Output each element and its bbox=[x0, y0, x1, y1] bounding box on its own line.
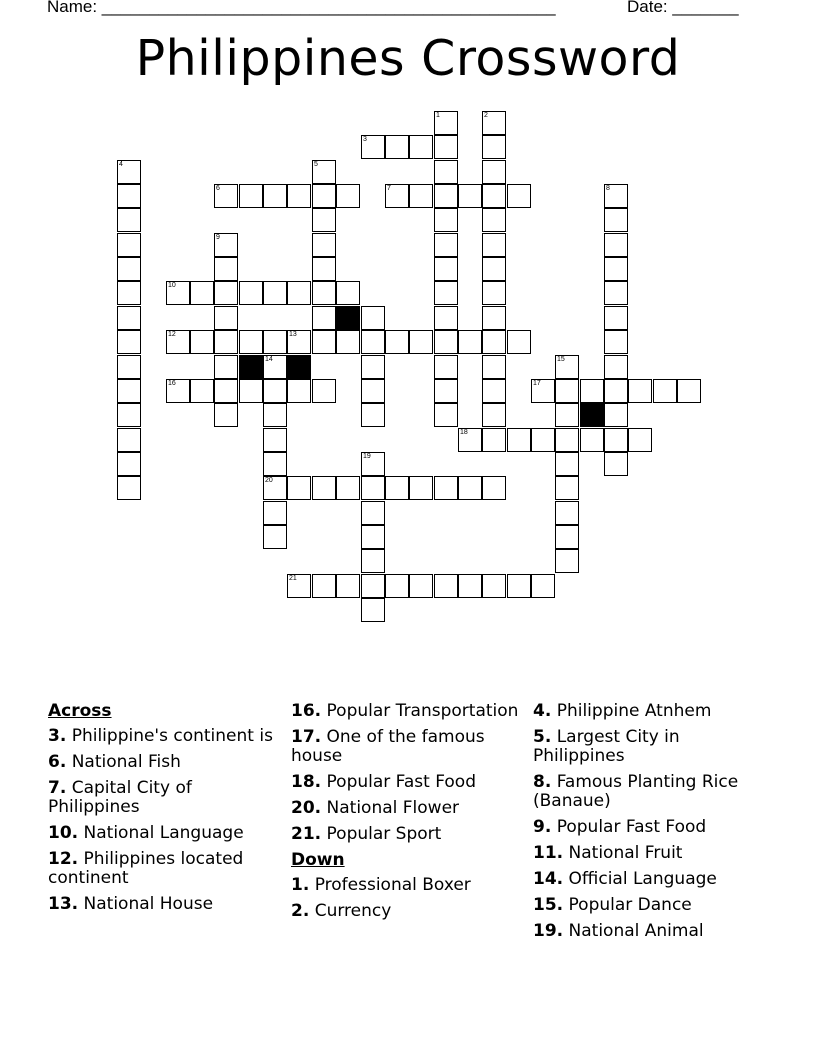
grid-cell[interactable] bbox=[287, 476, 311, 500]
grid-cell[interactable] bbox=[287, 330, 311, 354]
grid-cell[interactable] bbox=[604, 233, 628, 257]
clue-text: Philippine Atnhem bbox=[556, 701, 712, 721]
grid-cell[interactable] bbox=[604, 403, 628, 427]
grid-cell[interactable] bbox=[117, 160, 141, 184]
grid-cell[interactable] bbox=[434, 379, 458, 403]
grid-cell[interactable] bbox=[287, 379, 311, 403]
cell-number: 3 bbox=[363, 136, 367, 143]
clue-down-4 bbox=[533, 702, 773, 721]
clue-across-6 bbox=[48, 753, 280, 772]
grid-cell[interactable] bbox=[434, 476, 458, 500]
grid-cell[interactable] bbox=[458, 476, 482, 500]
grid-cell[interactable] bbox=[361, 476, 385, 500]
cell-number: 19 bbox=[363, 453, 371, 460]
clue-down-8 bbox=[533, 773, 773, 811]
grid-cell[interactable] bbox=[604, 184, 628, 208]
grid-cell[interactable] bbox=[507, 428, 531, 452]
cell-number: 4 bbox=[119, 161, 123, 168]
grid-cell[interactable] bbox=[482, 208, 506, 232]
clue-down-9 bbox=[533, 818, 773, 837]
grid-cell[interactable] bbox=[604, 208, 628, 232]
cell-number: 10 bbox=[168, 282, 176, 289]
grid-block-cell bbox=[580, 403, 604, 427]
grid-cell[interactable] bbox=[263, 525, 287, 549]
grid-cell[interactable] bbox=[117, 428, 141, 452]
grid-cell[interactable] bbox=[361, 549, 385, 573]
grid-cell[interactable] bbox=[409, 574, 433, 598]
grid-cell[interactable] bbox=[263, 355, 287, 379]
grid-cell[interactable] bbox=[287, 281, 311, 305]
grid-cell[interactable] bbox=[239, 281, 263, 305]
across-heading: Across bbox=[48, 701, 112, 721]
grid-cell[interactable] bbox=[214, 330, 238, 354]
grid-cell[interactable] bbox=[507, 574, 531, 598]
clue-number: 19. bbox=[533, 921, 564, 941]
clue-text: Philippines located continent bbox=[48, 849, 244, 888]
grid-cell[interactable] bbox=[531, 574, 555, 598]
grid-cell[interactable] bbox=[434, 233, 458, 257]
clue-number: 21. bbox=[291, 824, 322, 844]
grid-cell[interactable] bbox=[482, 160, 506, 184]
grid-cell[interactable] bbox=[385, 184, 409, 208]
grid-cell[interactable] bbox=[312, 233, 336, 257]
grid-cell[interactable] bbox=[336, 184, 360, 208]
grid-cell[interactable] bbox=[117, 330, 141, 354]
clue-number: 13. bbox=[48, 894, 79, 914]
grid-cell[interactable] bbox=[117, 208, 141, 232]
grid-cell[interactable] bbox=[409, 135, 433, 159]
clue-down-2 bbox=[291, 902, 523, 921]
clue-number: 4. bbox=[533, 701, 552, 721]
grid-cell[interactable] bbox=[361, 574, 385, 598]
clue-text: Popular Transportation bbox=[326, 701, 519, 721]
grid-cell[interactable] bbox=[214, 306, 238, 330]
grid-cell[interactable] bbox=[166, 281, 190, 305]
cell-number: 14 bbox=[265, 356, 273, 363]
grid-cell[interactable] bbox=[361, 306, 385, 330]
grid-cell[interactable] bbox=[214, 379, 238, 403]
clue-number: 20. bbox=[291, 798, 322, 818]
cell-number: 9 bbox=[216, 234, 220, 241]
grid-cell[interactable] bbox=[312, 208, 336, 232]
clue-down-5 bbox=[533, 728, 773, 766]
clue-down-1 bbox=[291, 876, 523, 895]
cell-number: 13 bbox=[289, 331, 297, 338]
grid-cell[interactable] bbox=[555, 379, 579, 403]
clue-number: 5. bbox=[533, 727, 552, 747]
clue-number: 17. bbox=[291, 727, 322, 747]
grid-cell[interactable] bbox=[287, 184, 311, 208]
page-title: Philippines Crossword bbox=[135, 30, 681, 87]
grid-cell[interactable] bbox=[434, 135, 458, 159]
grid-cell[interactable] bbox=[117, 281, 141, 305]
grid-cell[interactable] bbox=[263, 281, 287, 305]
grid-cell[interactable] bbox=[482, 476, 506, 500]
clue-number: 15. bbox=[533, 895, 564, 915]
clue-number: 9. bbox=[533, 817, 552, 837]
grid-cell[interactable] bbox=[312, 281, 336, 305]
grid-cell[interactable] bbox=[117, 403, 141, 427]
clue-down-11 bbox=[533, 844, 773, 863]
grid-cell[interactable] bbox=[555, 525, 579, 549]
clue-across-17 bbox=[291, 728, 523, 766]
grid-cell[interactable] bbox=[482, 403, 506, 427]
grid-cell[interactable] bbox=[214, 233, 238, 257]
grid-cell[interactable] bbox=[263, 452, 287, 476]
grid-cell[interactable] bbox=[361, 330, 385, 354]
grid-cell[interactable] bbox=[482, 257, 506, 281]
clues-column-3 bbox=[533, 702, 773, 948]
clue-down-15 bbox=[533, 896, 773, 915]
grid-cell[interactable] bbox=[555, 355, 579, 379]
clue-text: Popular Dance bbox=[568, 895, 692, 915]
grid-cell[interactable] bbox=[385, 476, 409, 500]
clue-text: Popular Fast Food bbox=[326, 772, 477, 792]
grid-cell[interactable] bbox=[117, 379, 141, 403]
grid-cell[interactable] bbox=[458, 330, 482, 354]
grid-cell[interactable] bbox=[434, 184, 458, 208]
clue-text: Popular Sport bbox=[326, 824, 442, 844]
grid-cell[interactable] bbox=[287, 574, 311, 598]
grid-cell[interactable] bbox=[482, 330, 506, 354]
clue-across-13 bbox=[48, 895, 280, 914]
grid-cell[interactable] bbox=[434, 330, 458, 354]
grid-cell[interactable] bbox=[190, 281, 214, 305]
grid-cell[interactable] bbox=[653, 379, 677, 403]
grid-cell[interactable] bbox=[555, 452, 579, 476]
grid-cell[interactable] bbox=[117, 233, 141, 257]
grid-block-cell bbox=[239, 355, 263, 379]
grid-cell[interactable] bbox=[336, 281, 360, 305]
grid-cell[interactable] bbox=[434, 355, 458, 379]
grid-cell[interactable] bbox=[361, 501, 385, 525]
grid-cell[interactable] bbox=[190, 379, 214, 403]
grid-cell[interactable] bbox=[361, 379, 385, 403]
clue-number: 7. bbox=[48, 778, 67, 798]
clue-number: 11. bbox=[533, 843, 564, 863]
grid-cell[interactable] bbox=[555, 428, 579, 452]
grid-cell[interactable] bbox=[312, 574, 336, 598]
grid-cell[interactable] bbox=[580, 428, 604, 452]
grid-cell[interactable] bbox=[336, 330, 360, 354]
cell-number: 21 bbox=[289, 575, 297, 582]
grid-cell[interactable] bbox=[385, 574, 409, 598]
grid-cell[interactable] bbox=[336, 476, 360, 500]
cell-number: 20 bbox=[265, 477, 273, 484]
grid-cell[interactable] bbox=[482, 233, 506, 257]
grid-cell[interactable] bbox=[482, 135, 506, 159]
grid-cell[interactable] bbox=[336, 574, 360, 598]
grid-cell[interactable] bbox=[166, 330, 190, 354]
clue-text: National Fish bbox=[71, 752, 181, 772]
cell-number: 12 bbox=[168, 331, 176, 338]
clue-number: 16. bbox=[291, 701, 322, 721]
grid-cell[interactable] bbox=[214, 403, 238, 427]
clue-across-16 bbox=[291, 702, 523, 721]
grid-cell[interactable] bbox=[434, 257, 458, 281]
clue-number: 12. bbox=[48, 849, 79, 869]
clue-number: 1. bbox=[291, 875, 310, 895]
clue-text: National Language bbox=[83, 823, 244, 843]
grid-cell[interactable] bbox=[166, 379, 190, 403]
clue-across-20 bbox=[291, 799, 523, 818]
clues-column-1 bbox=[48, 702, 280, 921]
grid-cell[interactable] bbox=[239, 184, 263, 208]
grid-cell[interactable] bbox=[507, 330, 531, 354]
grid-cell[interactable] bbox=[361, 355, 385, 379]
grid-cell[interactable] bbox=[214, 257, 238, 281]
cell-number: 17 bbox=[533, 380, 541, 387]
grid-cell[interactable] bbox=[434, 111, 458, 135]
clue-across-7 bbox=[48, 779, 280, 817]
grid-cell[interactable] bbox=[434, 208, 458, 232]
clue-across-18 bbox=[291, 773, 523, 792]
date-field-label: Date: _______ bbox=[627, 0, 739, 16]
clue-text: Capital City of Philippines bbox=[48, 778, 192, 817]
clue-text: Largest City in Philippines bbox=[533, 727, 680, 766]
cell-number: 18 bbox=[460, 429, 468, 436]
grid-cell[interactable] bbox=[507, 184, 531, 208]
grid-cell[interactable] bbox=[434, 403, 458, 427]
grid-cell[interactable] bbox=[117, 355, 141, 379]
clue-number: 10. bbox=[48, 823, 79, 843]
grid-cell[interactable] bbox=[458, 574, 482, 598]
cell-number: 7 bbox=[387, 185, 391, 192]
grid-cell[interactable] bbox=[458, 428, 482, 452]
grid-cell[interactable] bbox=[604, 428, 628, 452]
clue-text: Famous Planting Rice (Banaue) bbox=[533, 772, 739, 811]
grid-cell[interactable] bbox=[555, 549, 579, 573]
clue-across-21 bbox=[291, 825, 523, 844]
grid-cell[interactable] bbox=[239, 379, 263, 403]
grid-block-cell bbox=[336, 306, 360, 330]
grid-cell[interactable] bbox=[409, 330, 433, 354]
grid-cell[interactable] bbox=[531, 428, 555, 452]
grid-cell[interactable] bbox=[434, 281, 458, 305]
grid-cell[interactable] bbox=[482, 355, 506, 379]
clue-down-19 bbox=[533, 922, 773, 941]
clue-number: 2. bbox=[291, 901, 310, 921]
clue-across-12 bbox=[48, 850, 280, 888]
grid-cell[interactable] bbox=[409, 184, 433, 208]
cell-number: 6 bbox=[216, 185, 220, 192]
grid-cell[interactable] bbox=[677, 379, 701, 403]
clues-column-2 bbox=[291, 702, 523, 928]
grid-cell[interactable] bbox=[434, 306, 458, 330]
grid-cell[interactable] bbox=[604, 452, 628, 476]
clue-text: National Animal bbox=[568, 921, 704, 941]
clue-across-10 bbox=[48, 824, 280, 843]
grid-cell[interactable] bbox=[117, 476, 141, 500]
cell-number: 8 bbox=[606, 185, 610, 192]
grid-cell[interactable] bbox=[361, 452, 385, 476]
grid-cell[interactable] bbox=[117, 184, 141, 208]
grid-cell[interactable] bbox=[190, 330, 214, 354]
grid-cell[interactable] bbox=[214, 281, 238, 305]
grid-cell[interactable] bbox=[482, 428, 506, 452]
clue-text: Currency bbox=[314, 901, 392, 921]
grid-cell[interactable] bbox=[239, 330, 263, 354]
grid-cell[interactable] bbox=[604, 355, 628, 379]
cell-number: 16 bbox=[168, 380, 176, 387]
grid-cell[interactable] bbox=[117, 452, 141, 476]
clue-down-14 bbox=[533, 870, 773, 889]
grid-cell[interactable] bbox=[263, 184, 287, 208]
cell-number: 1 bbox=[436, 112, 440, 119]
grid-cell[interactable] bbox=[312, 330, 336, 354]
grid-cell[interactable] bbox=[604, 281, 628, 305]
grid-cell[interactable] bbox=[385, 330, 409, 354]
grid-cell[interactable] bbox=[312, 184, 336, 208]
grid-cell[interactable] bbox=[361, 403, 385, 427]
cell-number: 2 bbox=[484, 112, 488, 119]
clue-text: Professional Boxer bbox=[314, 875, 471, 895]
grid-cell[interactable] bbox=[263, 330, 287, 354]
grid-cell[interactable] bbox=[482, 574, 506, 598]
grid-cell[interactable] bbox=[117, 257, 141, 281]
grid-cell[interactable] bbox=[628, 428, 652, 452]
grid-cell[interactable] bbox=[409, 476, 433, 500]
grid-cell[interactable] bbox=[555, 403, 579, 427]
clue-number: 3. bbox=[48, 726, 67, 746]
clue-text: One of the famous house bbox=[291, 727, 485, 766]
grid-cell[interactable] bbox=[312, 306, 336, 330]
grid-cell[interactable] bbox=[482, 184, 506, 208]
grid-cell[interactable] bbox=[482, 379, 506, 403]
grid-cell[interactable] bbox=[555, 501, 579, 525]
grid-cell[interactable] bbox=[263, 403, 287, 427]
clue-number: 8. bbox=[533, 772, 552, 792]
cell-number: 5 bbox=[314, 161, 318, 168]
grid-cell[interactable] bbox=[580, 379, 604, 403]
clue-number: 14. bbox=[533, 869, 564, 889]
name-field-label: Name: ________________________________________________ bbox=[47, 0, 556, 16]
clue-text: Official Language bbox=[568, 869, 717, 889]
clue-text: Philippine's continent is bbox=[71, 726, 273, 746]
grid-cell[interactable] bbox=[214, 355, 238, 379]
grid-cell[interactable] bbox=[361, 525, 385, 549]
grid-cell[interactable] bbox=[434, 160, 458, 184]
grid-cell[interactable] bbox=[458, 184, 482, 208]
grid-cell[interactable] bbox=[482, 281, 506, 305]
grid-cell[interactable] bbox=[482, 306, 506, 330]
grid-cell[interactable] bbox=[628, 379, 652, 403]
grid-cell[interactable] bbox=[312, 476, 336, 500]
grid-block-cell bbox=[287, 355, 311, 379]
clue-number: 6. bbox=[48, 752, 67, 772]
clue-text: National Fruit bbox=[568, 843, 683, 863]
grid-cell[interactable] bbox=[312, 160, 336, 184]
grid-cell[interactable] bbox=[312, 257, 336, 281]
cell-number: 15 bbox=[557, 356, 565, 363]
grid-cell[interactable] bbox=[604, 330, 628, 354]
grid-cell[interactable] bbox=[604, 306, 628, 330]
grid-cell[interactable] bbox=[312, 379, 336, 403]
grid-cell[interactable] bbox=[604, 379, 628, 403]
grid-cell[interactable] bbox=[263, 428, 287, 452]
clue-text: National Flower bbox=[326, 798, 460, 818]
grid-cell[interactable] bbox=[263, 476, 287, 500]
grid-cell[interactable] bbox=[361, 598, 385, 622]
grid-cell[interactable] bbox=[263, 501, 287, 525]
clue-text: Popular Fast Food bbox=[556, 817, 707, 837]
grid-cell[interactable] bbox=[604, 257, 628, 281]
grid-cell[interactable] bbox=[555, 476, 579, 500]
grid-cell[interactable] bbox=[385, 135, 409, 159]
grid-cell[interactable] bbox=[361, 135, 385, 159]
down-heading: Down bbox=[291, 850, 345, 870]
clue-number: 18. bbox=[291, 772, 322, 792]
grid-cell[interactable] bbox=[214, 184, 238, 208]
grid-cell[interactable] bbox=[434, 574, 458, 598]
grid-cell[interactable] bbox=[531, 379, 555, 403]
grid-cell[interactable] bbox=[117, 306, 141, 330]
clue-text: National House bbox=[83, 894, 214, 914]
grid-cell[interactable] bbox=[482, 111, 506, 135]
clue-across-3 bbox=[48, 727, 280, 746]
grid-cell[interactable] bbox=[263, 379, 287, 403]
